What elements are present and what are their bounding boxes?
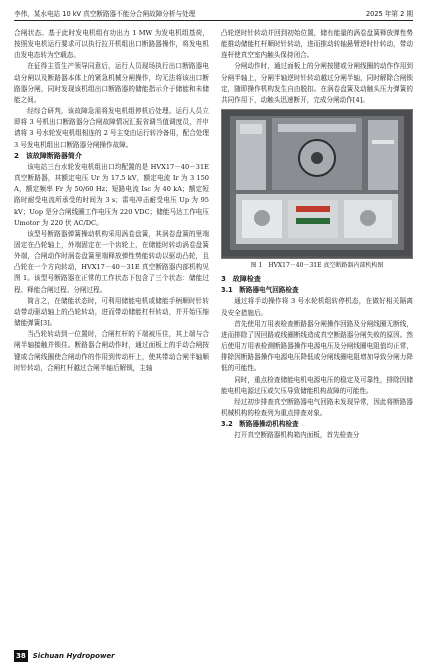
paragraph: 合闸状态。基于此时发电机组有功出力 1 MW 为发电机组基荷，按照发电机运行要求可以执行拉开机组出口断路器操作，将发电机由发电态转为空载态。 <box>14 29 209 60</box>
page-number: 38 <box>16 652 26 660</box>
running-header-issue: 2025 年第 2 期 <box>365 10 413 18</box>
breaker-mechanism-photo <box>221 109 413 259</box>
left-column <box>14 28 209 374</box>
paragraph: 该电站三台水轮发电机组出口均配置的是 HVX17－40－31E 真空断路器，其额定电压 Ur 为 17.5 kV，额定电流 Ir 为 3 150 A，额定频率 Fr 为 50/60 Hz；短路电流 Isc 为 40 kA；额定短路时耐受电流所承受的时间为 3 s；雷电冲击耐受电压 Up 为 95 kV；Uop 是分合闸线圈工作电压为 220 VDC；储能马达工作电压 Umotor 为 220 伏 AC/DC。 <box>14 162 209 227</box>
right-column <box>221 28 413 441</box>
section-heading: 3 故障检查 <box>221 275 261 284</box>
page-footer <box>14 650 115 662</box>
subsection-heading: 3.2 断路器操动机构检查 <box>221 420 299 429</box>
paragraph: 通过将手动操作将 3 号水轮机组转停机态，在做好相关隔离及安全措施后。 <box>221 297 413 317</box>
figure-caption: 图 1 HVX17－40－31E 真空断路器内部机构图 <box>250 262 384 270</box>
subsection-heading: 3.1 断路器电气回路检查 <box>221 286 299 295</box>
paragraph: 该型号断路器弹簧操动机构采用涡卷盘簧，其涡卷盘簧的里端固定在凸轮轴上，外端固定在一个齿轮上，在储能时转动涡卷盘簧外端，合闸动作时涡卷盘簧里端释放弹性势能转动以驱动凸轮，且凸轮在一个方向转动，HVX17－40－31E 真空断路器内部机构见图 1。该型号断路器在正常的工作状态下包含了三个状态：储能过程、释能合闸过程、分闸过程。 <box>14 229 209 294</box>
paragraph: 简言之，在储能状态时，可利用储能电机或储能手柄顺时针转动带动驱动轴上的凸轮转动，进而带动储能杠杆转动，并开始压缩储能弹簧[3]。 <box>14 296 209 328</box>
paragraph: 在征得主管生产领导同意后，运行人员现场执行出口断路器电动分闸以及断路器本体上的紧急机械分闸操作，均无法将该出口断路器分闸，同时发现该机组出口断路器的储能指示介于储能和未储能之间。 <box>14 62 209 104</box>
paragraph: 同时，重点检查储能电机电源电压的稳定及可靠性，排除因储能电机电源过压或欠压导致储能机构故障的可能性。 <box>221 375 413 395</box>
paragraph: 经过初步排查真空断路器电气回路未发现异常，因此将断路器机械机构的检查列为重点排查对象。 <box>221 397 413 417</box>
paragraph: 当凸轮转动到一位置时，合闸杠杆的下端被压住，其上端与合闸半轴接触并锁住。断路器合闸动作时，通过面板上的手动合闸按键或合闸线圈使合闸动作的作用到传动杆上，使其带动合闸半轴顺时针转动，合闸杠杆越过合闸半轴后解锁，主轴 <box>14 330 209 372</box>
running-header-title: 李伟，某水电站 10 kV 真空断路器不能分合闸故障分析与处理 <box>14 10 196 18</box>
paragraph: 首先使用万用表检查断路器分闸操作回路及分闸线圈无断线，进而排除了因回路或线圈断线造成真空断路器分闸失败的原因。然后使用万用表检测断路器操作电源电压及分闸线圈电阻值均正常，排除因断路器操作电源电压降低或分闸线圈电阻增加导致分闸力降低的可能性。 <box>221 319 413 373</box>
paragraph: 分闸动作时，通过面板上的分闸按键或分闸线圈的动作作用到分闸半轴上，分闸半轴逆时针转动越过分闸半轴，同时解除合闸锁定，随即操作机构发生自由脱扣。在涡卷盘簧及动触头压力弹簧的共同作用下，动触头迅速断开，完成分闸动作[4]。 <box>221 62 413 104</box>
paragraph: 经综合研判，该故障急需将发电机组停机后处理。运行人员立即将 3 号机出口断路器分合闸故障情况汇报省调当值调度员，并申请将 3 号水轮发电机组相连的 2 号主变由运行转冷备用，配合处理 3 号发电机组出口断路器分闸操作故障。 <box>14 107 209 149</box>
breaker-mechanism-illustration <box>222 110 412 256</box>
paragraph: 打开真空断路器机构箱内面板，首先检查分 <box>234 431 360 440</box>
running-header <box>14 8 413 21</box>
paragraph: 凸轮逆时针转动并回到初始位置，储有能量的涡卷盘簧释放弹性势能推动储能杠杆顺时针转动，进而推动转轴悬臂逆时针转动，带动连杆使真空室内触头保持闭合。 <box>221 29 413 60</box>
section-heading: 2 该故障断路器简介 <box>14 151 82 160</box>
journal-name: Sichuan Hydropower <box>32 652 115 660</box>
